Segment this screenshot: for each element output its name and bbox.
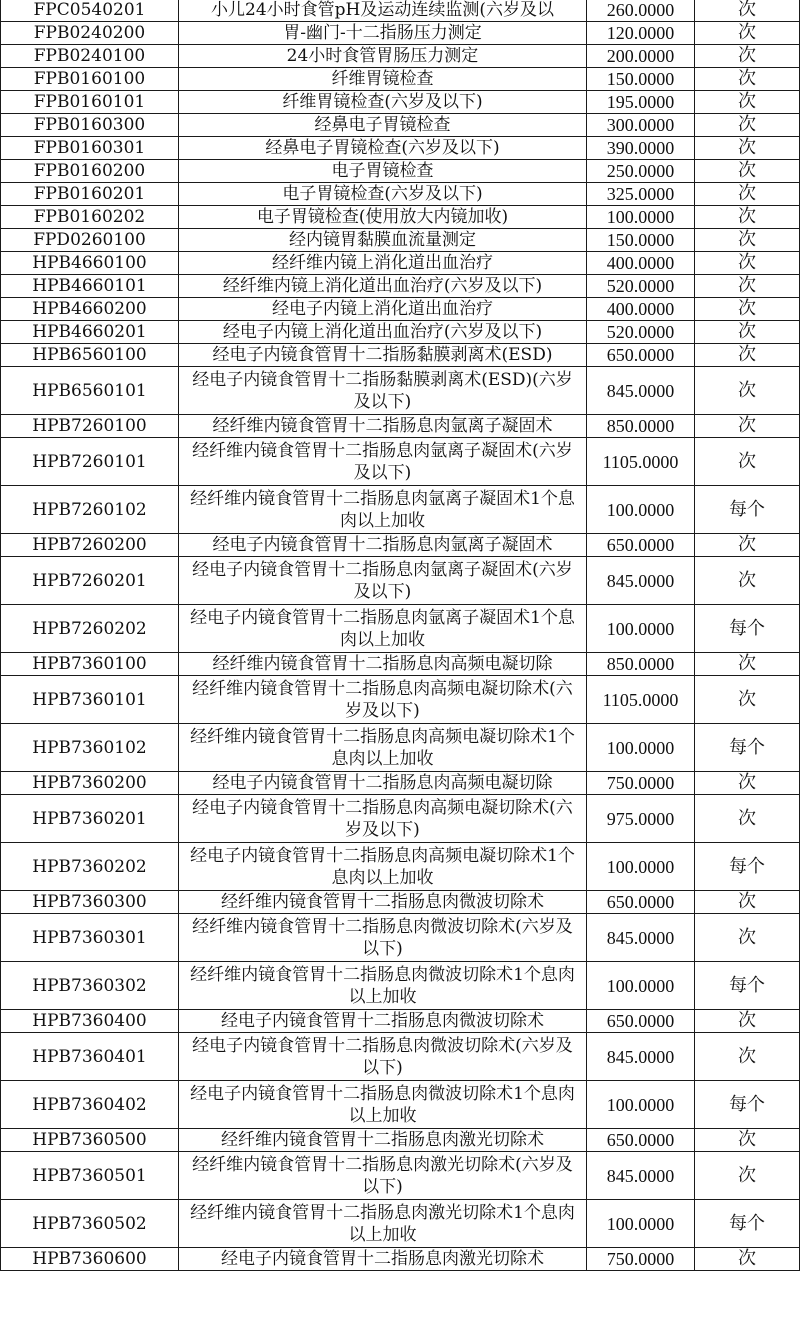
- item-price-cell: 100.0000: [587, 605, 695, 653]
- item-price-cell: 100.0000: [587, 843, 695, 891]
- item-code-cell: HPB7360501: [1, 1152, 179, 1200]
- item-name-cell: 经电子内镜食管胃十二指肠息肉氩离子凝固术1个息肉以上加收: [179, 605, 587, 653]
- item-code-cell: HPB7360101: [1, 676, 179, 724]
- item-name-cell: 经电子内镜食管胃十二指肠息肉微波切除术(六岁及以下): [179, 1033, 587, 1081]
- table-row: [1, 1200, 800, 1248]
- item-price-cell: 100.0000: [587, 962, 695, 1010]
- item-name-cell: 经纤维内镜食管胃十二指肠息肉激光切除术1个息肉以上加收: [179, 1200, 587, 1248]
- item-code-cell: FPB0160200: [1, 160, 179, 183]
- table-row: [1, 914, 800, 962]
- item-name-cell: 经鼻电子胃镜检查: [179, 114, 587, 137]
- table-row: [1, 68, 800, 91]
- item-name-cell: 经纤维内镜食管胃十二指肠息肉微波切除术1个息肉以上加收: [179, 962, 587, 1010]
- item-name-cell: 经电子内镜食管胃十二指肠息肉激光切除术: [179, 1248, 587, 1271]
- item-code-cell: FPB0240200: [1, 22, 179, 45]
- item-unit-cell: 每个: [695, 1081, 800, 1129]
- item-name-cell: 经纤维内镜食管胃十二指肠息肉激光切除术: [179, 1129, 587, 1152]
- item-name-cell: 纤维胃镜检查(六岁及以下): [179, 91, 587, 114]
- item-unit-cell: 次: [695, 183, 800, 206]
- item-unit-cell: 次: [695, 1248, 800, 1271]
- item-price-cell: 200.0000: [587, 45, 695, 68]
- item-code-cell: HPB7260102: [1, 486, 179, 534]
- table-row: [1, 724, 800, 772]
- item-name-cell: 经电子内镜食管胃十二指肠黏膜剥离术(ESD)(六岁及以下): [179, 367, 587, 415]
- item-code-cell: HPB7260202: [1, 605, 179, 653]
- table-row: [1, 1033, 800, 1081]
- item-code-cell: HPB7360600: [1, 1248, 179, 1271]
- table-row: [1, 160, 800, 183]
- item-unit-cell: 次: [695, 1129, 800, 1152]
- item-code-cell: FPD0260100: [1, 229, 179, 252]
- item-unit-cell: 次: [695, 1010, 800, 1033]
- item-name-cell: 经电子内镜食管胃十二指肠息肉高频电凝切除术1个息肉以上加收: [179, 843, 587, 891]
- item-code-cell: HPB7360302: [1, 962, 179, 1010]
- table-row: [1, 557, 800, 605]
- item-name-cell: 小儿24小时食管pH及运动连续监测(六岁及以: [179, 0, 587, 22]
- item-code-cell: HPB7260200: [1, 534, 179, 557]
- table-row: [1, 252, 800, 275]
- item-unit-cell: 次: [695, 1033, 800, 1081]
- item-unit-cell: 次: [695, 321, 800, 344]
- item-code-cell: HPB6560101: [1, 367, 179, 415]
- item-price-cell: 400.0000: [587, 298, 695, 321]
- item-unit-cell: 次: [695, 229, 800, 252]
- item-code-cell: HPB4660100: [1, 252, 179, 275]
- item-price-cell: 260.0000: [587, 0, 695, 22]
- item-unit-cell: 每个: [695, 724, 800, 772]
- table-row: [1, 891, 800, 914]
- item-name-cell: 经电子内镜食管胃十二指肠息肉高频电凝切除术(六岁及以下): [179, 795, 587, 843]
- item-code-cell: HPB7360400: [1, 1010, 179, 1033]
- item-price-cell: 1105.0000: [587, 676, 695, 724]
- item-unit-cell: 次: [695, 438, 800, 486]
- item-price-cell: 250.0000: [587, 160, 695, 183]
- item-name-cell: 经纤维内镜食管胃十二指肠息肉高频电凝切除术(六岁及以下): [179, 676, 587, 724]
- item-name-cell: 电子胃镜检查(六岁及以下): [179, 183, 587, 206]
- item-name-cell: 经纤维内镜食管胃十二指肠息肉高频电凝切除术1个息肉以上加收: [179, 724, 587, 772]
- item-unit-cell: 每个: [695, 843, 800, 891]
- item-code-cell: HPB6560100: [1, 344, 179, 367]
- item-unit-cell: 次: [695, 206, 800, 229]
- item-price-cell: 100.0000: [587, 724, 695, 772]
- table-row: [1, 653, 800, 676]
- table-row: [1, 1010, 800, 1033]
- item-price-cell: 845.0000: [587, 367, 695, 415]
- item-name-cell: 经电子内镜食管胃十二指肠息肉氩离子凝固术: [179, 534, 587, 557]
- table-row: [1, 298, 800, 321]
- item-name-cell: 经纤维内镜食管胃十二指肠息肉高频电凝切除: [179, 653, 587, 676]
- item-unit-cell: 每个: [695, 605, 800, 653]
- item-code-cell: HPB4660101: [1, 275, 179, 298]
- item-unit-cell: 次: [695, 415, 800, 438]
- item-name-cell: 经电子内镜食管胃十二指肠息肉氩离子凝固术(六岁及以下): [179, 557, 587, 605]
- item-unit-cell: 每个: [695, 1200, 800, 1248]
- item-code-cell: HPB7360502: [1, 1200, 179, 1248]
- item-code-cell: HPB7260101: [1, 438, 179, 486]
- item-unit-cell: 次: [695, 0, 800, 22]
- item-price-cell: 100.0000: [587, 1081, 695, 1129]
- item-name-cell: 经内镜胃黏膜血流量测定: [179, 229, 587, 252]
- item-price-cell: 100.0000: [587, 1200, 695, 1248]
- item-price-cell: 750.0000: [587, 1248, 695, 1271]
- item-unit-cell: 次: [695, 45, 800, 68]
- item-name-cell: 经电子内镜食管胃十二指肠息肉高频电凝切除: [179, 772, 587, 795]
- item-name-cell: 经纤维内镜食管胃十二指肠息肉氩离子凝固术(六岁及以下): [179, 438, 587, 486]
- item-name-cell: 经电子内镜食管胃十二指肠息肉微波切除术1个息肉以上加收: [179, 1081, 587, 1129]
- item-price-cell: 520.0000: [587, 275, 695, 298]
- table-row: [1, 486, 800, 534]
- table-row: [1, 605, 800, 653]
- item-unit-cell: 每个: [695, 486, 800, 534]
- item-name-cell: 经纤维内镜上消化道出血治疗(六岁及以下): [179, 275, 587, 298]
- item-price-cell: 975.0000: [587, 795, 695, 843]
- item-unit-cell: 次: [695, 367, 800, 415]
- table-row: [1, 321, 800, 344]
- item-code-cell: FPC0540201: [1, 0, 179, 22]
- item-price-cell: 390.0000: [587, 137, 695, 160]
- item-price-cell: 195.0000: [587, 91, 695, 114]
- item-code-cell: HPB7360202: [1, 843, 179, 891]
- item-name-cell: 经电子内镜食管胃十二指肠息肉微波切除术: [179, 1010, 587, 1033]
- item-price-cell: 1105.0000: [587, 438, 695, 486]
- table-row: [1, 1129, 800, 1152]
- item-price-cell: 520.0000: [587, 321, 695, 344]
- table-row: [1, 183, 800, 206]
- item-code-cell: HPB7360100: [1, 653, 179, 676]
- item-unit-cell: 次: [695, 160, 800, 183]
- item-unit-cell: 次: [695, 795, 800, 843]
- item-code-cell: HPB4660200: [1, 298, 179, 321]
- item-unit-cell: 次: [695, 557, 800, 605]
- table-row: [1, 795, 800, 843]
- item-code-cell: HPB7360200: [1, 772, 179, 795]
- item-code-cell: HPB7360301: [1, 914, 179, 962]
- item-name-cell: 经纤维内镜食管胃十二指肠息肉微波切除术(六岁及以下): [179, 914, 587, 962]
- item-price-cell: 325.0000: [587, 183, 695, 206]
- item-name-cell: 经纤维内镜食管胃十二指肠息肉氩离子凝固术1个息肉以上加收: [179, 486, 587, 534]
- item-code-cell: HPB7360402: [1, 1081, 179, 1129]
- table-row: [1, 45, 800, 68]
- item-price-cell: 150.0000: [587, 229, 695, 252]
- table-row: [1, 438, 800, 486]
- item-name-cell: 24小时食管胃肠压力测定: [179, 45, 587, 68]
- item-code-cell: HPB7360300: [1, 891, 179, 914]
- item-unit-cell: 每个: [695, 962, 800, 1010]
- item-code-cell: HPB7360102: [1, 724, 179, 772]
- item-name-cell: 经电子内镜食管胃十二指肠黏膜剥离术(ESD): [179, 344, 587, 367]
- price-table-body: [1, 0, 800, 1271]
- item-code-cell: HPB7360401: [1, 1033, 179, 1081]
- item-code-cell: HPB7360201: [1, 795, 179, 843]
- item-name-cell: 胃-幽门-十二指肠压力测定: [179, 22, 587, 45]
- item-price-cell: 100.0000: [587, 206, 695, 229]
- item-price-cell: 845.0000: [587, 1152, 695, 1200]
- table-row: [1, 22, 800, 45]
- item-price-cell: 120.0000: [587, 22, 695, 45]
- item-unit-cell: 次: [695, 534, 800, 557]
- item-unit-cell: 次: [695, 1152, 800, 1200]
- item-price-cell: 400.0000: [587, 252, 695, 275]
- item-name-cell: 经纤维内镜上消化道出血治疗: [179, 252, 587, 275]
- table-row: [1, 114, 800, 137]
- item-price-cell: 650.0000: [587, 1010, 695, 1033]
- item-code-cell: HPB7360500: [1, 1129, 179, 1152]
- item-code-cell: HPB4660201: [1, 321, 179, 344]
- item-price-cell: 750.0000: [587, 772, 695, 795]
- table-row: [1, 0, 800, 22]
- item-name-cell: 经纤维内镜食管胃十二指肠息肉微波切除术: [179, 891, 587, 914]
- item-unit-cell: 次: [695, 114, 800, 137]
- item-price-cell: 850.0000: [587, 415, 695, 438]
- item-price-cell: 300.0000: [587, 114, 695, 137]
- item-price-cell: 845.0000: [587, 914, 695, 962]
- item-code-cell: FPB0160101: [1, 91, 179, 114]
- table-row: [1, 534, 800, 557]
- item-code-cell: FPB0160301: [1, 137, 179, 160]
- item-code-cell: FPB0160202: [1, 206, 179, 229]
- item-name-cell: 经电子内镜上消化道出血治疗(六岁及以下): [179, 321, 587, 344]
- item-code-cell: FPB0160300: [1, 114, 179, 137]
- item-unit-cell: 次: [695, 275, 800, 298]
- item-code-cell: FPB0160201: [1, 183, 179, 206]
- item-price-cell: 150.0000: [587, 68, 695, 91]
- item-price-cell: 850.0000: [587, 653, 695, 676]
- item-unit-cell: 次: [695, 137, 800, 160]
- item-unit-cell: 次: [695, 252, 800, 275]
- item-unit-cell: 次: [695, 891, 800, 914]
- item-name-cell: 经鼻电子胃镜检查(六岁及以下): [179, 137, 587, 160]
- table-row: [1, 1081, 800, 1129]
- table-row: [1, 1248, 800, 1271]
- item-code-cell: HPB7260100: [1, 415, 179, 438]
- table-row: [1, 772, 800, 795]
- item-price-cell: 845.0000: [587, 1033, 695, 1081]
- item-unit-cell: 次: [695, 22, 800, 45]
- item-unit-cell: 次: [695, 344, 800, 367]
- item-name-cell: 经纤维内镜食管胃十二指肠息肉激光切除术(六岁及以下): [179, 1152, 587, 1200]
- item-code-cell: FPB0240100: [1, 45, 179, 68]
- item-code-cell: FPB0160100: [1, 68, 179, 91]
- table-row: [1, 676, 800, 724]
- table-row: [1, 415, 800, 438]
- item-price-cell: 845.0000: [587, 557, 695, 605]
- item-name-cell: 经电子内镜上消化道出血治疗: [179, 298, 587, 321]
- table-row: [1, 91, 800, 114]
- table-row: [1, 137, 800, 160]
- item-name-cell: 经纤维内镜食管胃十二指肠息肉氩离子凝固术: [179, 415, 587, 438]
- table-row: [1, 275, 800, 298]
- table-row: [1, 206, 800, 229]
- table-row: [1, 1152, 800, 1200]
- item-price-cell: 650.0000: [587, 891, 695, 914]
- item-price-cell: 650.0000: [587, 534, 695, 557]
- item-code-cell: HPB7260201: [1, 557, 179, 605]
- item-unit-cell: 次: [695, 914, 800, 962]
- item-name-cell: 纤维胃镜检查: [179, 68, 587, 91]
- item-name-cell: 电子胃镜检查: [179, 160, 587, 183]
- item-price-cell: 650.0000: [587, 1129, 695, 1152]
- table-row: [1, 344, 800, 367]
- item-price-cell: 650.0000: [587, 344, 695, 367]
- item-unit-cell: 次: [695, 772, 800, 795]
- item-unit-cell: 次: [695, 653, 800, 676]
- item-unit-cell: 次: [695, 91, 800, 114]
- item-name-cell: 电子胃镜检查(使用放大内镜加收): [179, 206, 587, 229]
- item-unit-cell: 次: [695, 68, 800, 91]
- table-row: [1, 367, 800, 415]
- item-unit-cell: 次: [695, 676, 800, 724]
- table-row: [1, 229, 800, 252]
- table-row: [1, 962, 800, 1010]
- item-unit-cell: 次: [695, 298, 800, 321]
- table-row: [1, 843, 800, 891]
- item-price-cell: 100.0000: [587, 486, 695, 534]
